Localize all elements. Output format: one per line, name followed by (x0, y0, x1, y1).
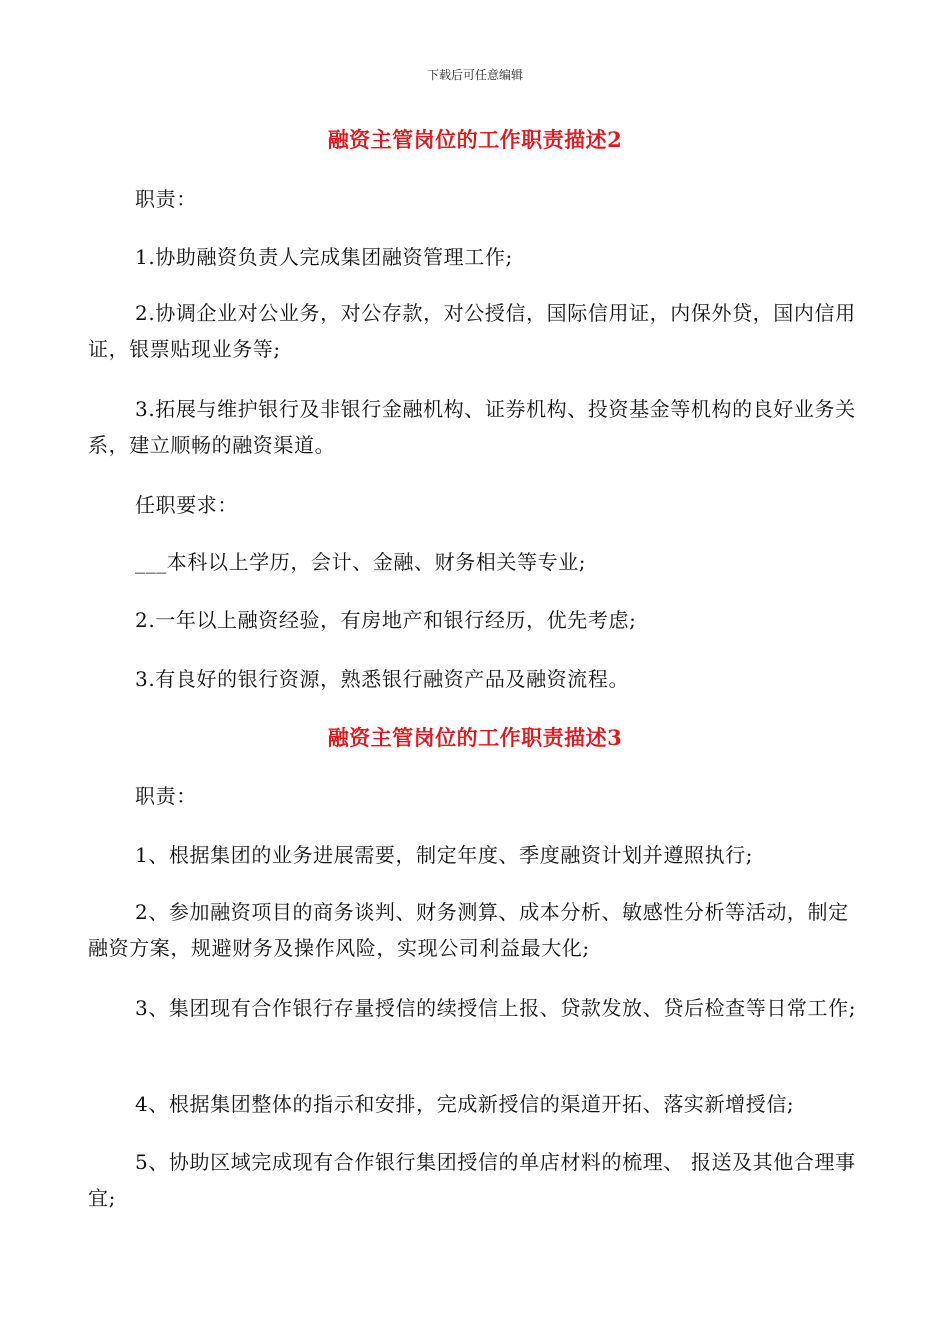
paragraph: 职责： (135, 187, 197, 211)
paragraph: 任职要求： (135, 493, 238, 517)
paragraph: 5、协助区域完成现有合作银行集团授信的单店材料的梳理、 报送及其他合理事宜; (88, 1150, 856, 1210)
paragraph: 4、根据集团整体的指示和安排，完成新授信的渠道开拓、落实新增授信; (135, 1092, 795, 1116)
paragraph: 职责： (135, 784, 197, 808)
paragraph: 3.有良好的银行资源，熟悉银行融资产品及融资流程。 (135, 667, 630, 691)
paragraph: 2.协调企业对公业务，对公存款，对公授信，国际信用证，内保外贷，国内信用证，银票贴现业务等; (88, 301, 856, 361)
paragraph: 2、参加融资项目的商务谈判、财务测算、成本分析、敏感性分析等活动，制定融资方案，规避财务及操作风险，实现公司利益最大化; (88, 900, 849, 960)
section-title-3: 融资主管岗位的工作职责描述3 (327, 725, 623, 750)
paragraph: 1、根据集团的业务进展需要，制定年度、季度融资计划并遵照执行; (135, 843, 754, 867)
paragraph: 1.协助融资负责人完成集团融资管理工作; (135, 245, 513, 269)
paragraph: 3、集团现有合作银行存量授信的续授信上报、贷款发放、贷后检查等日常工作; (135, 996, 857, 1020)
paragraph: ___本科以上学历，会计、金融、财务相关等专业; (135, 550, 587, 574)
paragraph: 2.一年以上融资经验，有房地产和银行经历，优先考虑; (135, 608, 637, 632)
section-title-2: 融资主管岗位的工作职责描述2 (327, 127, 623, 152)
paragraph: 3.拓展与维护银行及非银行金融机构、证券机构、投资基金等机构的良好业务关系，建立顺畅的融资渠道。 (88, 397, 856, 457)
header-note: 下载后可任意编辑 (426, 68, 523, 82)
